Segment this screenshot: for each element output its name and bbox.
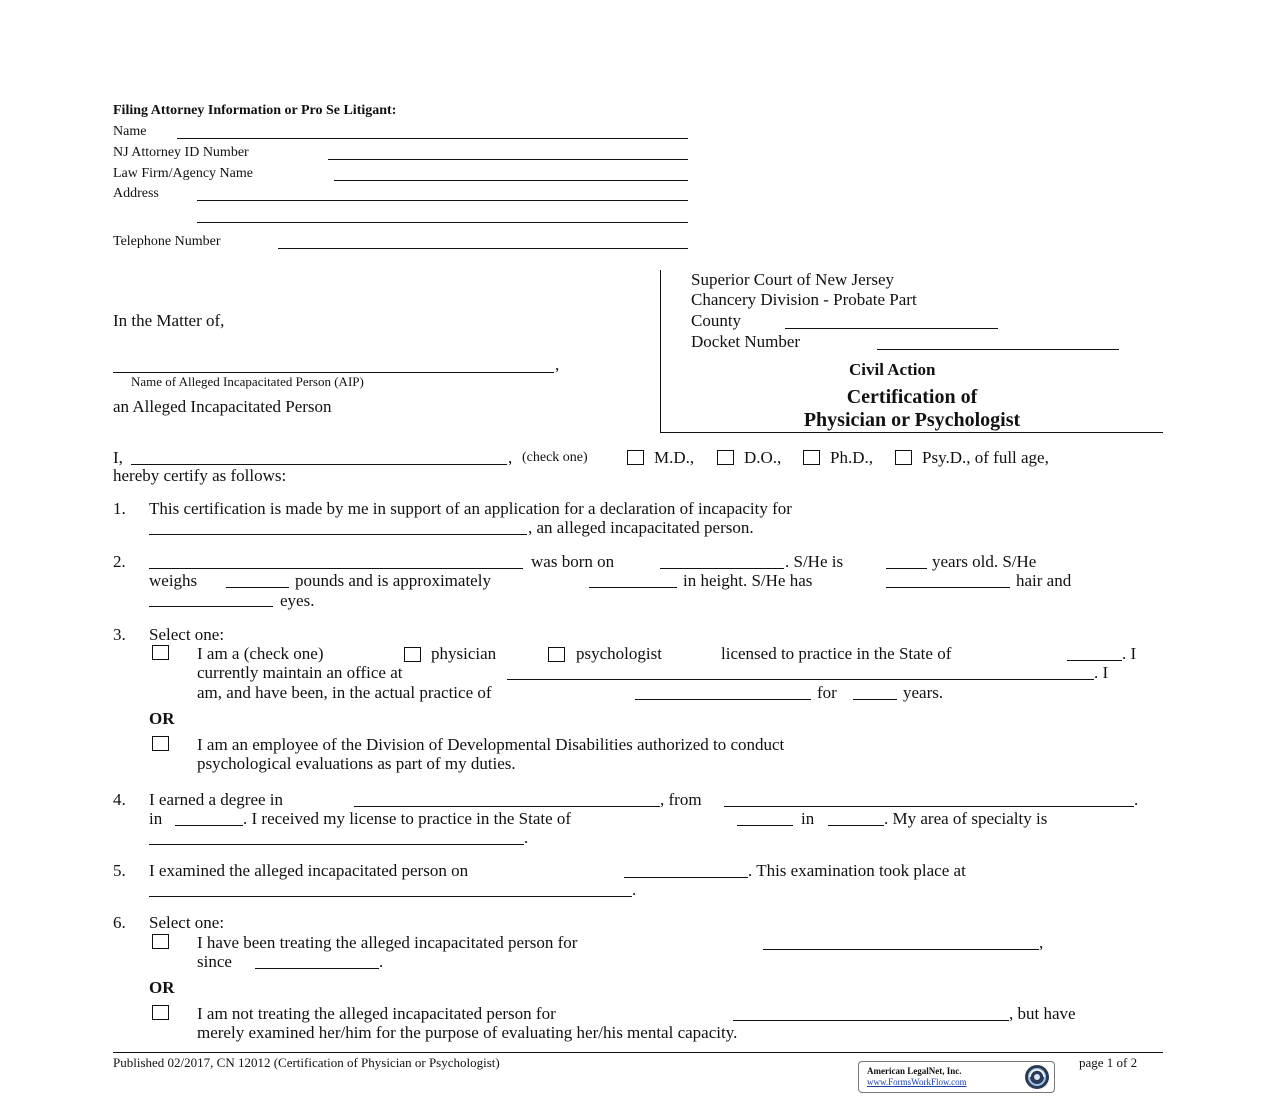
item-5-number: 5. xyxy=(113,861,126,880)
md-checkbox[interactable] xyxy=(627,450,644,465)
attorney-id-field[interactable] xyxy=(328,159,688,160)
height-field[interactable] xyxy=(589,587,677,588)
psyd-checkbox[interactable] xyxy=(895,450,912,465)
treating-label: I have been treating the alleged incapacitated person for xyxy=(197,933,578,952)
office-field[interactable] xyxy=(507,679,1094,680)
intro-comma: , xyxy=(508,448,513,467)
court-name: Superior Court of New Jersey xyxy=(691,270,895,289)
item-6-number: 6. xyxy=(113,913,126,932)
in-label-2: in xyxy=(801,809,815,828)
licensed-end: . I xyxy=(1122,644,1137,663)
name-label: Name xyxy=(113,124,147,139)
item-2-number: 2. xyxy=(113,552,126,571)
years-label: years. xyxy=(903,683,944,702)
docket-label: Docket Number xyxy=(691,332,801,351)
practice-label: am, and have been, in the actual practice of xyxy=(197,683,492,702)
psyd-label: Psy.D., of full age, xyxy=(922,448,1049,467)
in-label: in xyxy=(149,809,163,828)
item-6-select: Select one: xyxy=(149,913,225,932)
intro-i: I, xyxy=(113,448,123,467)
or-label-1: OR xyxy=(149,709,175,728)
do-checkbox[interactable] xyxy=(717,450,734,465)
degree-end: . xyxy=(1134,790,1139,809)
do-label: D.O., xyxy=(744,448,782,467)
globe-icon xyxy=(1024,1064,1050,1090)
eyes-label: eyes. xyxy=(280,591,315,610)
telephone-label: Telephone Number xyxy=(113,234,221,249)
forms-workflow-logo[interactable] xyxy=(858,1061,1055,1093)
birth-date-field[interactable] xyxy=(660,568,784,569)
certify-text: hereby certify as follows: xyxy=(113,466,287,485)
specialty-end: . xyxy=(524,828,529,847)
address-field-2[interactable] xyxy=(197,222,688,223)
form-title-line1: Certification of xyxy=(846,386,978,408)
item-2-name-field[interactable] xyxy=(149,568,523,569)
item-1-text: This certification is made by me in support of an application for a declaration of incapacity for xyxy=(149,499,792,518)
ddd-text-1: I am an employee of the Division of Developmental Disabilities authorized to conduct xyxy=(197,735,785,754)
treating-checkbox[interactable] xyxy=(152,934,169,949)
form-title-line2: Physician or Psychologist xyxy=(803,409,1021,431)
examined-label: I examined the alleged incapacitated person on xyxy=(149,861,469,880)
filing-heading: Filing Attorney Information or Pro Se Litigant: xyxy=(113,103,397,118)
phd-label: Ph.D., xyxy=(830,448,873,467)
specialty-field[interactable] xyxy=(149,844,524,845)
but-have-label: , but have xyxy=(1009,1004,1076,1023)
treating-comma: , xyxy=(1039,933,1044,952)
not-treating-checkbox[interactable] xyxy=(152,1005,169,1020)
practice-field[interactable] xyxy=(635,699,811,700)
office-label: currently maintain an office at xyxy=(197,663,403,682)
merely-examined-text: merely examined her/him for the purpose of evaluating her/his mental capacity. xyxy=(197,1023,738,1042)
footer-rule xyxy=(113,1052,1163,1053)
aip-description: an Alleged Incapacitated Person xyxy=(113,397,332,416)
check-one-label: (check one) xyxy=(522,450,588,465)
caption-divider xyxy=(660,270,661,432)
physician-label: physician xyxy=(431,644,497,663)
address-label: Address xyxy=(113,186,159,201)
logo-url[interactable]: www.FormsWorkFlow.com xyxy=(867,1077,967,1087)
degree-label: I earned a degree in xyxy=(149,790,284,809)
attorney-id-label: NJ Attorney ID Number xyxy=(113,145,249,160)
practice-years-field[interactable] xyxy=(853,699,897,700)
licensed-option-checkbox[interactable] xyxy=(152,645,169,660)
since-field[interactable] xyxy=(255,968,379,969)
eyes-field[interactable] xyxy=(149,606,273,607)
ddd-text-2: psychological evaluations as part of my duties. xyxy=(197,754,516,773)
logo-company-name: American LegalNet, Inc. xyxy=(867,1066,962,1076)
sheis-label: . S/He is xyxy=(785,552,844,571)
exam-location-end: . xyxy=(632,880,637,899)
phd-checkbox[interactable] xyxy=(803,450,820,465)
treating-for-field[interactable] xyxy=(763,949,1039,950)
took-place-label: . This examination took place at xyxy=(748,861,966,880)
name-field[interactable] xyxy=(177,138,688,139)
pounds-label: pounds and is approximately xyxy=(295,571,491,590)
item-1-aip-field[interactable] xyxy=(149,534,527,535)
since-label: since xyxy=(197,952,232,971)
years-old-label: years old. S/He xyxy=(932,552,1037,571)
weighs-label: weighs xyxy=(149,571,198,590)
item-3-select: Select one: xyxy=(149,625,225,644)
aip-comma: , xyxy=(555,355,560,374)
ddd-employee-checkbox[interactable] xyxy=(152,736,169,751)
physician-checkbox[interactable] xyxy=(404,647,421,662)
hair-field[interactable] xyxy=(886,587,1010,588)
hair-label: hair and xyxy=(1016,571,1072,590)
since-end: . xyxy=(379,952,384,971)
item-4-number: 4. xyxy=(113,790,126,809)
from-label: , from xyxy=(660,790,702,809)
license-state-field-2[interactable] xyxy=(737,825,793,826)
page-number: page 1 of 2 xyxy=(1079,1055,1138,1070)
certifier-name-field[interactable] xyxy=(131,464,507,465)
institution-field[interactable] xyxy=(724,806,1134,807)
item-3-number: 3. xyxy=(113,625,126,644)
specialty-label: . My area of specialty is xyxy=(884,809,1048,828)
docket-field[interactable] xyxy=(877,349,1119,350)
aip-name-field[interactable] xyxy=(113,372,554,373)
item-1-text-2: , an alleged incapacitated person. xyxy=(528,518,754,537)
firm-field[interactable] xyxy=(334,180,688,181)
born-label: was born on xyxy=(531,552,615,571)
exam-date-field[interactable] xyxy=(624,877,748,878)
item-1-number: 1. xyxy=(113,499,126,518)
psychologist-checkbox[interactable] xyxy=(548,647,565,662)
iam-label: I am a (check one) xyxy=(197,644,324,663)
height-label: in height. S/He has xyxy=(683,571,813,590)
published-text: Published 02/2017, CN 12012 (Certification of Physician or Psychologist) xyxy=(113,1055,500,1070)
weight-field[interactable] xyxy=(226,587,289,588)
degree-year-field[interactable] xyxy=(175,825,243,826)
or-label-2: OR xyxy=(149,978,175,997)
caption-bottom-rule xyxy=(660,432,1163,433)
county-label: County xyxy=(691,311,742,330)
not-treating-label: I am not treating the alleged incapacitated person for xyxy=(197,1004,556,1023)
license-year-field[interactable] xyxy=(828,825,884,826)
telephone-field[interactable] xyxy=(278,248,688,249)
exam-location-field[interactable] xyxy=(149,896,632,897)
address-field-1[interactable] xyxy=(197,200,688,201)
license-label: . I received my license to practice in the State of xyxy=(243,809,572,828)
not-treating-for-field[interactable] xyxy=(733,1020,1009,1021)
office-end: . I xyxy=(1094,663,1109,682)
psychologist-label: psychologist xyxy=(576,644,662,663)
age-field[interactable] xyxy=(886,568,927,569)
county-field[interactable] xyxy=(785,328,998,329)
licensed-label: licensed to practice in the State of xyxy=(721,644,952,663)
court-division: Chancery Division - Probate Part xyxy=(691,290,917,309)
matter-label: In the Matter of, xyxy=(113,311,225,330)
aip-name-label: Name of Alleged Incapacitated Person (AIP) xyxy=(131,374,364,389)
md-label: M.D., xyxy=(654,448,695,467)
for-label: for xyxy=(817,683,837,702)
civil-action-label: Civil Action xyxy=(849,360,936,379)
degree-field[interactable] xyxy=(354,806,660,807)
license-state-field[interactable] xyxy=(1067,660,1122,661)
firm-label: Law Firm/Agency Name xyxy=(113,166,253,181)
